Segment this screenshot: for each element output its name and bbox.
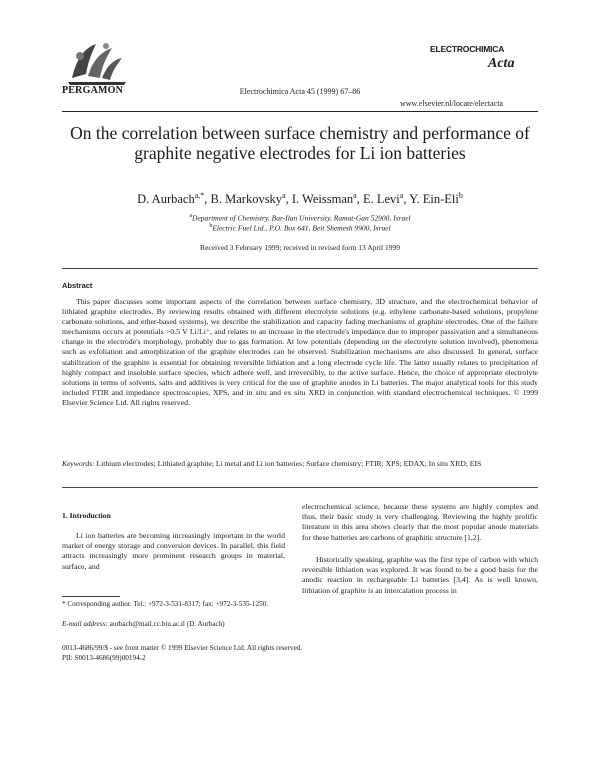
intro-right-paragraph-2: Historically speaking, graphite was the first type of carbon with which reversible lithiation was explored. It was found to be a good basis for the anodic reaction in rechargeable Li batteries [3,4]. As is well known, lithiation of graphite is an intercalation process in xyxy=(302,555,538,595)
publisher-name: PERGAMON xyxy=(62,85,124,96)
keywords-text: Lithium electrodes; Lithiated graphite; Li metal and Li ion batteries; Surface chemistry; FTIR; XPS; EDAX; In situ XRD; EIS xyxy=(94,459,482,468)
affiliation-b: $^b$Electric Fuel Ltd., P.O. Box 641, Beit Shemesh 9900, Israel xyxy=(209,223,391,233)
journal-brand: ELECTROCHIMICA xyxy=(430,44,505,54)
author: Y. Ein-Eli$^b$ xyxy=(409,191,463,207)
abstract-heading: Abstract xyxy=(62,281,93,290)
paper-title: On the correlation between surface chemistry and performance of graphite negative electrodes for Li ion batteries xyxy=(70,123,530,163)
author: I. Weissman$^a$ xyxy=(291,191,357,207)
abstract-top-rule xyxy=(62,268,538,269)
author: D. Aurbach$^{a,*}$ xyxy=(137,191,205,207)
pii-line: PII: S0013-4686(99)00194-2 xyxy=(62,654,146,662)
journal-reference: Electrochimica Acta 45 (1999) 67–86 xyxy=(239,87,361,96)
journal-url[interactable]: www.elsevier.nl/locate/electacta xyxy=(400,99,503,108)
intro-right-paragraph-1: electrochemical science, because these systems are highly complex and thus, their basic study is very challenging. Reviewing the highly prolific literature in this area shows clearly that the most popular anode materials for these batteries are carbons of graphitic structure [1,2]. xyxy=(302,502,538,542)
journal-script-logo: Acta xyxy=(488,56,515,71)
footnote-email: E-mail address: aurbach@mail.cc.biu.ac.il (D. Aurbach) xyxy=(62,620,225,628)
footnote-corresponding: * Corresponding author. Tel.: +972-3-531-8317; fax: +972-3-535-1250. xyxy=(62,600,269,608)
author: E. Levi$^a$ xyxy=(362,191,404,207)
intro-heading: 1. Introduction xyxy=(62,511,111,520)
intro-left-paragraph: Li ion batteries are becoming increasingly important in the world market of energy storage and conversion devices. In parallel, this field attracts increasingly more prominent research groups in material, surface, and xyxy=(62,531,285,571)
abstract-bottom-rule xyxy=(62,487,538,488)
publisher-logo-icon xyxy=(62,38,132,88)
received-dates: Received 3 February 1999; received in revised form 13 April 1999 xyxy=(200,243,400,252)
issn-line: 0013-4686/99/$ - see front matter © 1999 Elsevier Science Ltd. All rights reserved. xyxy=(62,644,303,652)
header-rule xyxy=(62,111,538,112)
keywords-label: Keywords: xyxy=(62,459,95,468)
abstract-text: This paper discusses some important aspects of the correlation between surface chemistry, 3D structure, and the electrochemical behavior of lithiated graphite electrodes. By reviewing results obtained with different electrolyte solutions (e.g. ethylene carbonate-based solutions, propylene carbonate solutions, and ether-based systems), we describe the stabilization and capacity fading mechanisms of graphite electrodes. One of the failure mechanisms occurs at potentials >0.5 V Li/Li⁺, and relates to an increase in the electrode's impedance due to improper passivation and a simultaneous change in the electrode's morphology, probably due to gas formation. At low potentials (depending on the electrolyte solution involved), phenomena such as exfoliation and amorphization of the graphite electrodes can be observed. Stabilization mechanisms are also discussed. In general, surface stabilization of the graphite is essential for obtaining reversible lithiation and a long electrode cycle life. The latter usually relates to precipitation of highly compact and insoluble surface species, which adhere well, and irreversibly, to the active surface. Hence, the choice of appropriate electrolyte solutions in terms of solvents, salts and additives is very critical for the use of graphite anodes in Li batteries. The major analytical tools for this study included FTIR and impedance spectroscopies, XPS, and in situ and ex situ XRD in conjunction with standard electrochemical techniques. © 1999 Elsevier Science Ltd. All rights reserved. xyxy=(62,297,538,407)
author-list: D. Aurbach$^{a,*}$, B. Markovsky$^a$, I. Weissman$^a$, E. Levi$^a$, Y. Ein-Eli$^b$ xyxy=(137,191,463,207)
author: B. Markovsky$^a$ xyxy=(210,191,286,207)
keywords xyxy=(62,459,538,469)
footnote-rule xyxy=(62,596,120,597)
affiliation-a: $^a$Department of Chemistry, Bar-Ilan University, Ramat-Gan 52900, Israel xyxy=(189,213,411,223)
